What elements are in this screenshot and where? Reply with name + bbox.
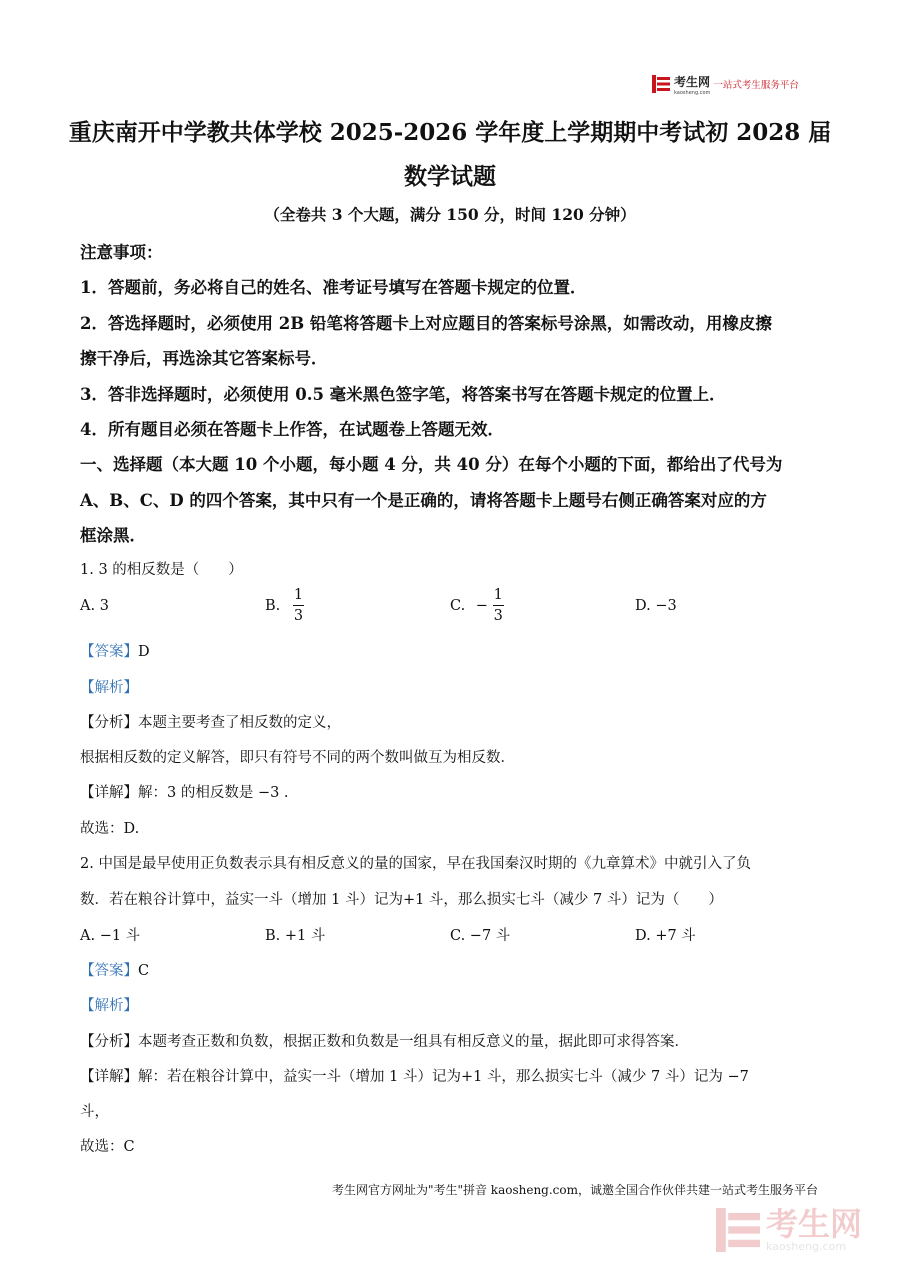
footer-text: 考生网官方网址为"考生"拼音 kaosheng.com，诚邀全国合作伙伴共建一站式考生服务平台 <box>331 1183 818 1197</box>
q1-choice: 故选：D. <box>80 821 140 837</box>
q1-option-b-denominator: 3 <box>293 608 304 624</box>
q2-choice: 故选：C <box>80 1139 135 1155</box>
q2-answer-value: C <box>138 963 150 979</box>
q2-option-a: A. −1 斗 <box>80 928 141 944</box>
notice-item-1: 1．答题前，务必将自己的姓名、准考证号填写在答题卡规定的位置． <box>80 278 587 297</box>
q2-fenxi-text: 本题考查正数和负数，根据正数和负数是一组具有相反意义的量，据此即可求得答案． <box>138 1034 689 1050</box>
q1-option-b-numerator: 1 <box>293 587 304 606</box>
q1-option-b-label: B. <box>265 598 281 614</box>
watermark-text <box>766 1207 862 1253</box>
q1-xiangjie-text: 解：3 的相反数是 −3 . <box>138 785 289 801</box>
q1-option-c-sign: − <box>475 598 488 614</box>
logo-domain: kaosheng.com <box>674 90 711 96</box>
page-title-line2: 数学试题 <box>404 163 496 190</box>
q2-xiangjie-text: 解：若在粮谷计算中，益实一斗（增加 1 斗）记为+1 斗，那么损实七斗（减少 7 斗）记为 −7 <box>138 1069 749 1085</box>
logo-text <box>674 71 710 97</box>
q2-fenxi-tag: 【分析】 <box>80 1034 138 1050</box>
q1-fenxi-line-2: 根据相反数的定义解答，即只有符号不同的两个数叫做互为相反数． <box>80 750 515 766</box>
notice-heading: 注意事项： <box>80 243 163 262</box>
kaosheng-logo-icon <box>652 75 670 93</box>
q1-option-c <box>450 587 504 625</box>
page-title: 重庆南开中学教共体学校 2025-2026 学年度上学期期中考试初 2028 届 <box>68 119 832 146</box>
logo-name: 考生网 <box>674 75 711 89</box>
notice-item-4: 4．所有题目必须在答题卡上作答，在试题卷上答题无效． <box>80 420 504 439</box>
q2-option-d: D. +7 斗 <box>635 928 696 944</box>
q2-option-c: C. −7 斗 <box>450 928 511 944</box>
watermark <box>716 1200 886 1260</box>
q2-xiangjie-line-2: 斗， <box>80 1104 109 1120</box>
q1-fenxi-text: 本题主要考查了相反数的定义， <box>138 715 341 731</box>
q2-answer <box>80 959 149 980</box>
q1-option-a: A. 3 <box>80 598 109 614</box>
q1-xiangjie <box>80 781 289 802</box>
q2-option-b: B. +1 斗 <box>265 928 326 944</box>
q2-xiangjie-tag: 【详解】 <box>80 1069 138 1085</box>
watermark-name: 考生网 <box>766 1205 863 1243</box>
brand-logo <box>652 72 822 96</box>
notice-item-2: 2．答选择题时，必须使用 2B 铅笔将答题卡上对应题目的答案标号涂黑，如需改动，用橡皮擦 <box>80 314 772 333</box>
q1-option-c-denominator: 3 <box>493 608 503 624</box>
notice-item-2-cont: 擦干净后，再选涂其它答案标号． <box>80 349 328 368</box>
q2-stem-line-1: 2. 中国是最早使用正负数表示具有相反意义的量的国家，早在我国秦汉时期的《九章算术》中就引入了负 <box>80 856 751 872</box>
q1-fenxi-tag: 【分析】 <box>80 715 138 731</box>
q1-fenxi <box>80 711 341 732</box>
section-heading-line-1: 一、选择题（本大题 10 个小题，每小题 4 分，共 40 分）在每个小题的下面，都给出了代号为 <box>80 455 783 474</box>
q2-xiangjie <box>80 1065 749 1086</box>
q1-answer-tag: 【答案】 <box>80 644 138 660</box>
q1-option-c-label: C. <box>450 598 466 614</box>
q1-stem: 1. 3 的相反数是（ ） <box>80 562 243 578</box>
q1-analysis-tag: 【解析】 <box>80 680 138 696</box>
q1-option-c-numerator: 1 <box>493 587 504 606</box>
q1-answer <box>80 640 150 661</box>
q1-answer-value: D <box>138 644 150 660</box>
watermark-domain: kaosheng.com <box>766 1240 847 1253</box>
q2-stem-line-2: 数．若在粮谷计算中，益实一斗（增加 1 斗）记为+1 斗，那么损实七斗（减少 7 斗）记为（ ） <box>80 892 723 908</box>
section-heading-line-3: 框涂黑． <box>80 526 146 545</box>
q2-answer-tag: 【答案】 <box>80 963 138 979</box>
q2-fenxi <box>80 1030 689 1051</box>
logo-slogan: 一站式考生服务平台 <box>713 80 799 91</box>
notice-item-3: 3．答非选择题时，必须使用 0.5 毫米黑色签字笔，将答案书写在答题卡规定的位置上． <box>80 385 726 404</box>
q1-option-b <box>265 587 304 625</box>
kaosheng-watermark-icon <box>716 1208 760 1252</box>
q1-option-d: D. −3 <box>635 598 677 614</box>
q1-option-b-fraction <box>293 587 304 625</box>
exam-info: （全卷共 3 个大题，满分 150 分，时间 120 分钟） <box>264 205 636 224</box>
q2-analysis-tag: 【解析】 <box>80 998 138 1014</box>
q1-xiangjie-tag: 【详解】 <box>80 785 138 801</box>
q1-option-c-fraction <box>493 587 504 625</box>
section-heading-line-2: A、B、C、D 的四个答案，其中只有一个是正确的，请将答题卡上题号右侧正确答案对应的方 <box>80 491 767 510</box>
